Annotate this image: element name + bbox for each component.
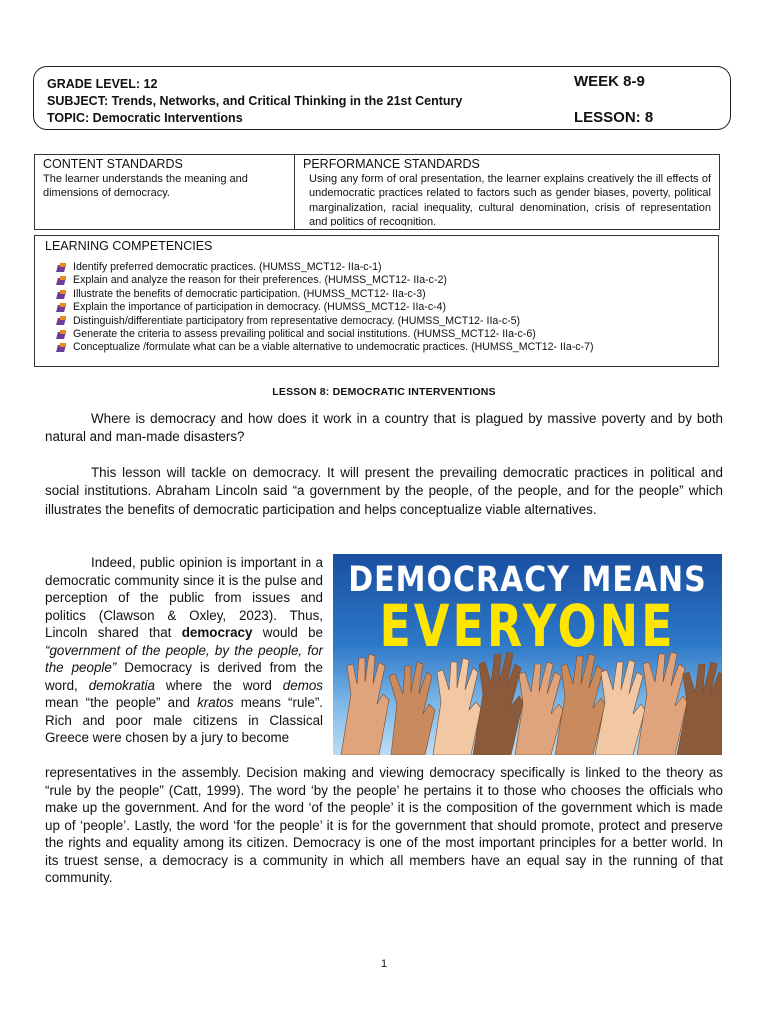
bullet-icon xyxy=(57,330,67,340)
lesson-heading: LESSON 8: DEMOCRATIC INTERVENTIONS xyxy=(272,386,496,398)
bullet-icon xyxy=(57,303,67,313)
content-standards-cell xyxy=(35,155,295,230)
content-standards-title: CONTENT STANDARDS xyxy=(43,157,183,171)
list-item: Illustrate the benefits of democratic participation. (HUMSS_MCT12- IIa-c-3) xyxy=(57,288,708,301)
paragraph-3: Indeed, public opinion is important in a democratic community since it is the pulse and perception of the public from issues and politics (Clawson & Oxley, 2023). Thus, Lincoln shared that democracy would be “government of the people, by the people, for the people” Democracy is derived from the word, demokratia where the word demos mean “the people” and kratos means “rule”. Rich and poor male citizens in Classical Greece were chosen by a jury to become xyxy=(45,555,324,745)
learning-competencies-title: LEARNING COMPETENCIES xyxy=(45,239,213,253)
list-item: Explain and analyze the reason for their preferences. (HUMSS_MCT12- IIa-c-2) xyxy=(57,274,708,287)
democracy-poster-image xyxy=(333,554,722,755)
bullet-icon xyxy=(57,343,67,353)
grade-level: GRADE LEVEL: 12 xyxy=(47,77,158,91)
content-standards-text: The learner understands the meaning and dimensions of democracy. xyxy=(43,173,248,200)
list-item: Distinguish/differentiate participatory from representative democracy. (HUMSS_MCT12- IIa-c-5) xyxy=(57,315,708,328)
learning-competencies-box xyxy=(34,235,719,367)
performance-standards-cell xyxy=(295,155,720,230)
paragraph-1: Where is democracy and how does it work in a country that is plagued by massive poverty and by both natural and man-made disasters? xyxy=(45,411,723,445)
header-box xyxy=(33,66,731,130)
bullet-icon xyxy=(57,263,67,273)
list-item: Generate the criteria to assess prevailing political and social institutions. (HUMSS_MCT12- IIa-c-6) xyxy=(57,328,708,341)
performance-standards-text: Using any form of oral presentation, the learner explains creatively the ill effects of undemocratic practices related to factors such as gender biases, poverty, political marginalization, racial inequality, cultural denomination, crisis of representation and politics of recognition. xyxy=(309,173,711,226)
paragraph-3-continued: representatives in the assembly. Decision making and viewing democracy specifically is linked to the theory as “rule by the people” (Catt, 1999). The word ‘by the people’ he pertains it to those who chooses the officials who make up the government. And for the word ‘of the people’ it is the composition of the government which is made up of ‘people’. Lastly, the word ‘for the people’ it is for the government that should promote, protect and preserve the rights and equality among its citizen. Democracy is one of the most important principles for a better world. In its truest sense, a democracy is a community in which all members have an equal say in the running of that community. xyxy=(45,765,723,885)
poster-title-line2: EVERYONE xyxy=(379,592,676,660)
competency-list xyxy=(45,261,708,355)
lesson-label: LESSON: 8 xyxy=(574,109,654,126)
bullet-icon xyxy=(57,276,67,286)
poster-title-line1: DEMOCRACY MEANS xyxy=(348,560,707,601)
bullet-icon xyxy=(57,290,67,300)
week-label: WEEK 8-9 xyxy=(574,73,645,90)
performance-standards-title: PERFORMANCE STANDARDS xyxy=(303,157,480,171)
standards-table xyxy=(34,154,720,230)
subject: SUBJECT: Trends, Networks, and Critical Thinking in the 21st Century xyxy=(47,94,463,108)
topic: TOPIC: Democratic Interventions xyxy=(47,111,243,125)
paragraph-2: This lesson will tackle on democracy. It will present the prevailing democratic practices in political and social institutions. Abraham Lincoln said “a government by the people, of the people, and for the people” which illustrates the benefits of democratic participation and helps conceptualize viable alternatives. xyxy=(45,465,723,517)
list-item: Identify preferred democratic practices. (HUMSS_MCT12- IIa-c-1) xyxy=(57,261,708,274)
page-number: 1 xyxy=(380,958,388,970)
list-item: Explain the importance of participation in democracy. (HUMSS_MCT12- IIa-c-4) xyxy=(57,301,708,314)
bullet-icon xyxy=(57,316,67,326)
list-item: Conceptualize /formulate what can be a viable alternative to undemocratic practices. (HUMSS_MCT12- IIa-c-7) xyxy=(57,341,708,354)
